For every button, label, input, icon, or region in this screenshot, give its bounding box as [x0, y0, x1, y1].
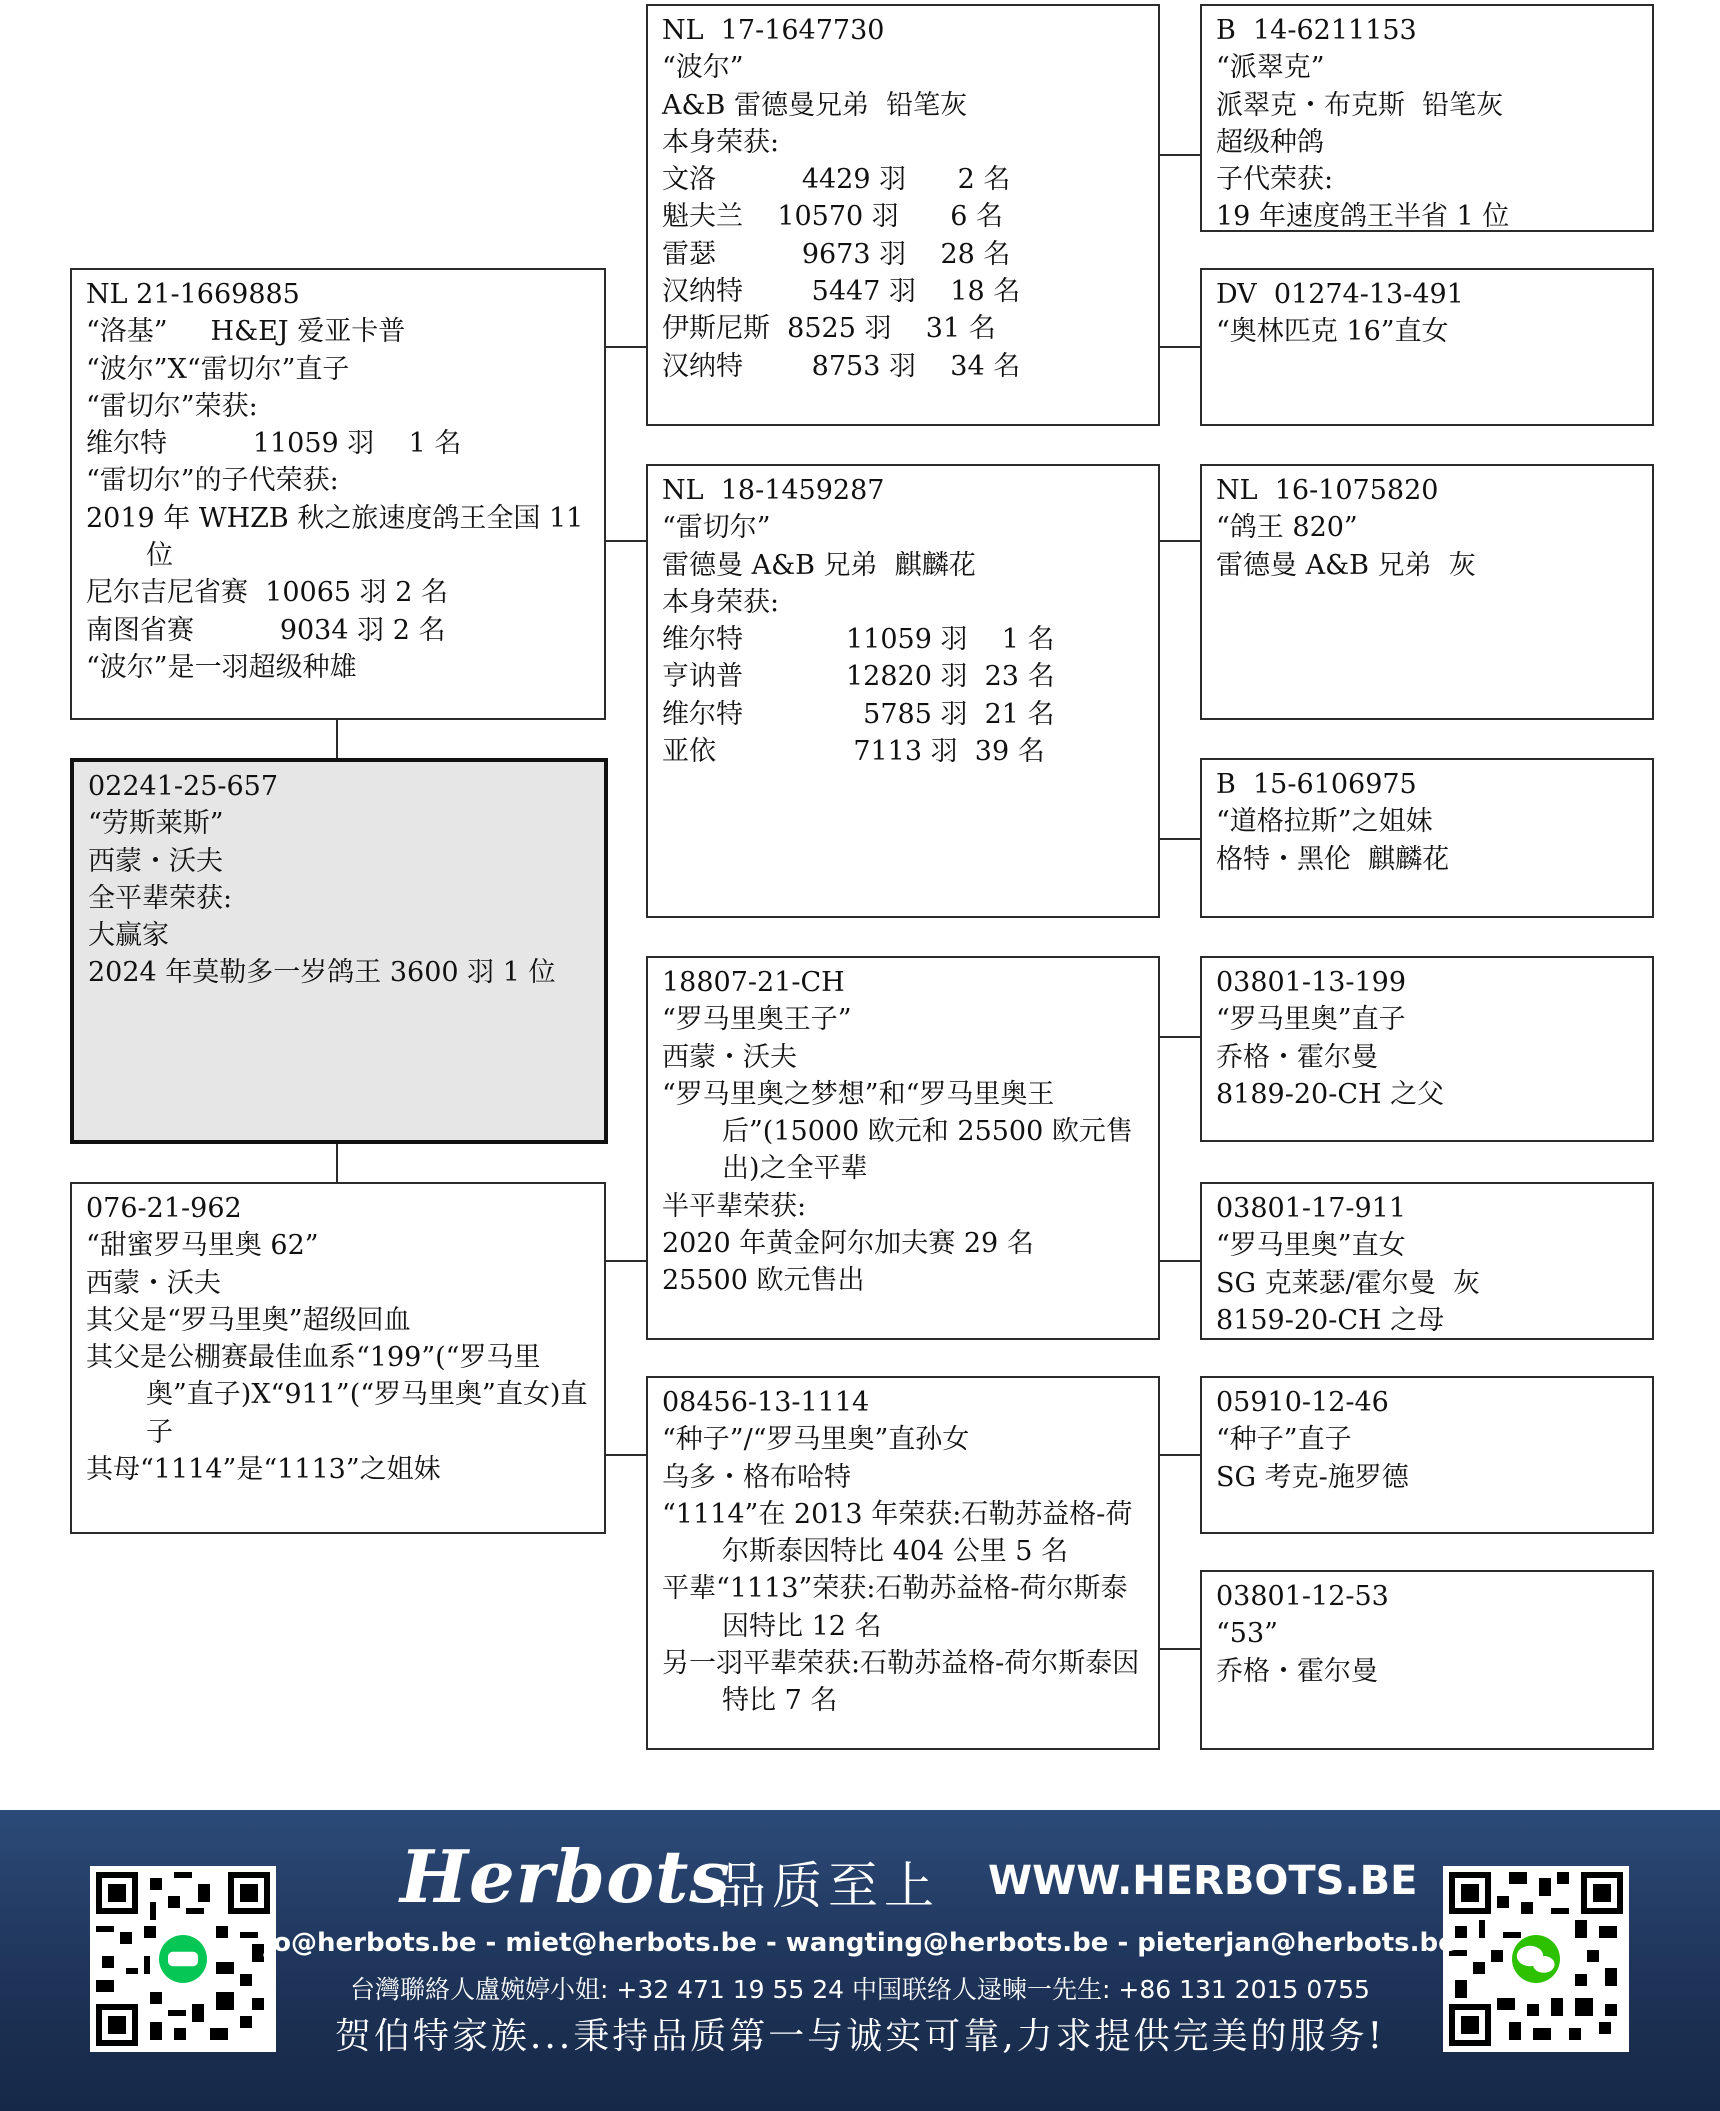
ds-sire-line: 03801-13-199 [1216, 967, 1407, 998]
ss-sire-line: B 14-6211153 [1216, 15, 1417, 46]
dam-sire-box [646, 956, 1160, 1340]
ds-dam-line: SG 克莱瑟/霍尔曼 灰 [1216, 1267, 1480, 1299]
ds-dam-line: “罗马里奥”直女 [1216, 1230, 1406, 1262]
connector-sd-dam [1158, 838, 1202, 840]
sire-line: 南图省赛 9034 羽 2 名 [86, 614, 446, 646]
ds-dam-line: 8159-20-CH 之母 [1216, 1304, 1445, 1336]
connector-ss-sire [1158, 154, 1202, 156]
contact-phones: 台灣聯絡人盧婉婷小姐: +32 471 19 55 24 中国联络人逯暕一先生: +86 131 2015 0755 [350, 1975, 1370, 2004]
sire-sire-line: “波尔” [662, 52, 744, 84]
sire-dam-line: 维尔特 11059 羽 1 名 [662, 624, 1055, 656]
connector-sire-subject [336, 716, 338, 760]
connector-sd-sire [1158, 540, 1202, 542]
sire-line: “雷切尔”的子代荣获: [86, 465, 339, 497]
dam-line: 076-21-962 [86, 1193, 242, 1224]
dd-sire-line: 05910-12-46 [1216, 1387, 1389, 1418]
connector-sire-sd [604, 540, 648, 542]
dam-dam-line: 乌多・格布哈特 [662, 1461, 851, 1493]
sd-sire-line: NL 16-1075820 [1216, 475, 1439, 506]
sire-dam-line: NL 18-1459287 [662, 475, 885, 506]
sire-dam-box [646, 464, 1160, 918]
sd-sire-line: 雷德曼 A&B 兄弟 灰 [1216, 549, 1476, 581]
connector-ds-dam [1158, 1260, 1202, 1262]
connector-dd-dam [1158, 1648, 1202, 1650]
dam-box [70, 1182, 606, 1534]
connector-ss-dam [1158, 346, 1202, 348]
sire-sire-line: 雷瑟 9673 羽 28 名 [662, 238, 1011, 270]
connector-ds-sire [1158, 1036, 1202, 1038]
motto: 贺伯特家族...秉持品质第一与诚实可靠,力求提供完美的服务! [334, 2016, 1386, 2057]
subject-line: 西蒙・沃夫 [88, 845, 223, 877]
dd-sire-box [1200, 1376, 1654, 1534]
ss-sire-line: 19 年速度鸽王半省 1 位 [1216, 201, 1510, 232]
sire-sire-line: NL 17-1647730 [662, 15, 885, 46]
dam-sire-line: “罗马里奥之梦想”和“罗马里奥王后”(15000 欧元和 25500 欧元售出)之全平辈 [662, 1078, 1133, 1185]
sire-line: 维尔特 11059 羽 1 名 [86, 428, 462, 460]
dam-dam-box [646, 1376, 1160, 1750]
ss-sire-line: 派翠克・布克斯 铅笔灰 [1216, 89, 1504, 121]
sire-sire-line: 汉纳特 5447 羽 18 名 [662, 276, 1021, 308]
connector-dam-dd [604, 1454, 648, 1456]
dam-sire-line: 西蒙・沃夫 [662, 1041, 797, 1073]
subject-line: 大赢家 [88, 920, 169, 952]
connector-subject-dam [336, 1142, 338, 1184]
sire-sire-line: 文洛 4429 羽 2 名 [662, 164, 1011, 196]
sire-sire-box [646, 4, 1160, 426]
dam-dam-line: “种子”/“罗马里奥”直孙女 [662, 1424, 970, 1456]
ss-sire-line: 超级种鸽 [1216, 126, 1324, 158]
sire-dam-line: “雷切尔” [662, 512, 771, 544]
sd-dam-line: “道格拉斯”之姐妹 [1216, 806, 1433, 838]
sire-sire-line: A&B 雷德曼兄弟 铅笔灰 [662, 89, 968, 121]
sire-dam-line: 亚依 7113 羽 39 名 [662, 736, 1045, 768]
dam-dam-line: 08456-13-1114 [662, 1387, 870, 1418]
connector-dd-sire [1158, 1454, 1202, 1456]
sire-line: 2019 年 WHZB 秋之旅速度鸽王全国 11 位 [86, 502, 592, 572]
subject-line: “劳斯莱斯” [88, 808, 224, 840]
ss-dam-line: DV 01274-13-491 [1216, 279, 1464, 310]
dd-dam-line: 03801-12-53 [1216, 1581, 1389, 1612]
dam-dam-line: “1114”在 2013 年荣获:石勒苏益格-荷尔斯泰因特比 404 公里 5 名 [662, 1498, 1133, 1568]
sire-line: “洛基” H&EJ 爱亚卡普 [86, 316, 406, 348]
sire-dam-line: 雷德曼 A&B 兄弟 麒麟花 [662, 549, 976, 581]
sire-line: “雷切尔”荣获: [86, 390, 258, 422]
website-link[interactable]: WWW.HERBOTS.BE [988, 1858, 1418, 1904]
ss-sire-box [1200, 4, 1654, 232]
sire-line: “波尔”X“雷切尔”直子 [86, 353, 350, 385]
sire-sire-line: 本身荣获: [662, 126, 780, 158]
dam-sire-line: 18807-21-CH [662, 967, 845, 998]
dam-line: 其父是“罗马里奥”超级回血 [86, 1304, 411, 1336]
sd-dam-line: 格特・黑伦 麒麟花 [1216, 843, 1450, 875]
ss-sire-line: 子代荣获: [1216, 164, 1334, 196]
sire-sire-line: 魁夫兰 10570 羽 6 名 [662, 201, 1004, 233]
dam-line: 其母“1114”是“1113”之姐妹 [86, 1454, 441, 1486]
ss-sire-line: “派翠克” [1216, 52, 1325, 84]
dam-sire-line: “罗马里奥王子” [662, 1004, 852, 1036]
dam-sire-line: 25500 欧元售出 [662, 1265, 865, 1297]
slogan: 品质至上 [716, 1857, 940, 1915]
sire-box [70, 268, 606, 720]
connector-dam-ds [604, 1260, 648, 1262]
sd-sire-box [1200, 464, 1654, 720]
ds-sire-line: “罗马里奥”直子 [1216, 1004, 1406, 1036]
sire-sire-line: 伊斯尼斯 8525 羽 31 名 [662, 313, 996, 345]
dam-dam-line: 平辈“1113”荣获:石勒苏益格-荷尔斯泰因特比 12 名 [662, 1573, 1128, 1642]
sd-sire-line: “鸽王 820” [1216, 512, 1358, 544]
sd-dam-box [1200, 758, 1654, 918]
dd-dam-line: 乔格・霍尔曼 [1216, 1655, 1378, 1687]
ds-sire-box [1200, 956, 1654, 1142]
ds-dam-box [1200, 1182, 1654, 1340]
sire-line: 尼尔吉尼省赛 10065 羽 2 名 [86, 577, 448, 609]
subject-box [70, 758, 608, 1144]
dam-line: 西蒙・沃夫 [86, 1267, 221, 1299]
subject-line: 02241-25-657 [88, 771, 279, 802]
ss-dam-line: “奥林匹克 16”直女 [1216, 316, 1449, 348]
email-list[interactable]: jo@herbots.be - miet@herbots.be - wangting@herbots.be - pieterjan@herbots.be [264, 1928, 1456, 1958]
dam-sire-line: 半平辈荣获: [662, 1190, 807, 1222]
dd-sire-line: “种子”直子 [1216, 1424, 1352, 1456]
sire-dam-line: 本身荣获: [662, 586, 780, 618]
dam-line: “甜蜜罗马里奥 62” [86, 1230, 319, 1262]
sire-sire-line: 汉纳特 8753 羽 34 名 [662, 350, 1021, 382]
ss-dam-box [1200, 268, 1654, 426]
dam-line: 其父是公棚赛最佳血系“199”(“罗马里奥”直子)X“911”(“罗马里奥”直女)直子 [86, 1342, 588, 1448]
connector-sire-ss [604, 346, 648, 348]
dam-dam-line: 另一羽平辈荣获:石勒苏益格-荷尔斯泰因特比 7 名 [662, 1648, 1140, 1717]
sire-dam-line: 维尔特 5785 羽 21 名 [662, 698, 1055, 730]
dd-dam-line: “53” [1216, 1618, 1278, 1650]
ds-sire-line: 8189-20-CH 之父 [1216, 1078, 1445, 1110]
dd-dam-box [1200, 1570, 1654, 1750]
herbots-logo: Herbots [400, 1834, 731, 1919]
dam-sire-line: 2020 年黄金阿尔加夫赛 29 名 [662, 1228, 1034, 1260]
subject-line: 全平辈荣获: [88, 882, 233, 914]
subject-line: 2024 年莫勒多一岁鸽王 3600 羽 1 位 [88, 957, 556, 989]
sire-dam-line: 亨讷普 12820 羽 23 名 [662, 661, 1055, 693]
sire-line: NL 21-1669885 [86, 279, 300, 310]
ds-sire-line: 乔格・霍尔曼 [1216, 1041, 1378, 1073]
dd-sire-line: SG 考克-施罗德 [1216, 1461, 1409, 1493]
sire-line: “波尔”是一羽超级种雄 [86, 651, 357, 683]
ds-dam-line: 03801-17-911 [1216, 1193, 1407, 1224]
sd-dam-line: B 15-6106975 [1216, 769, 1417, 800]
